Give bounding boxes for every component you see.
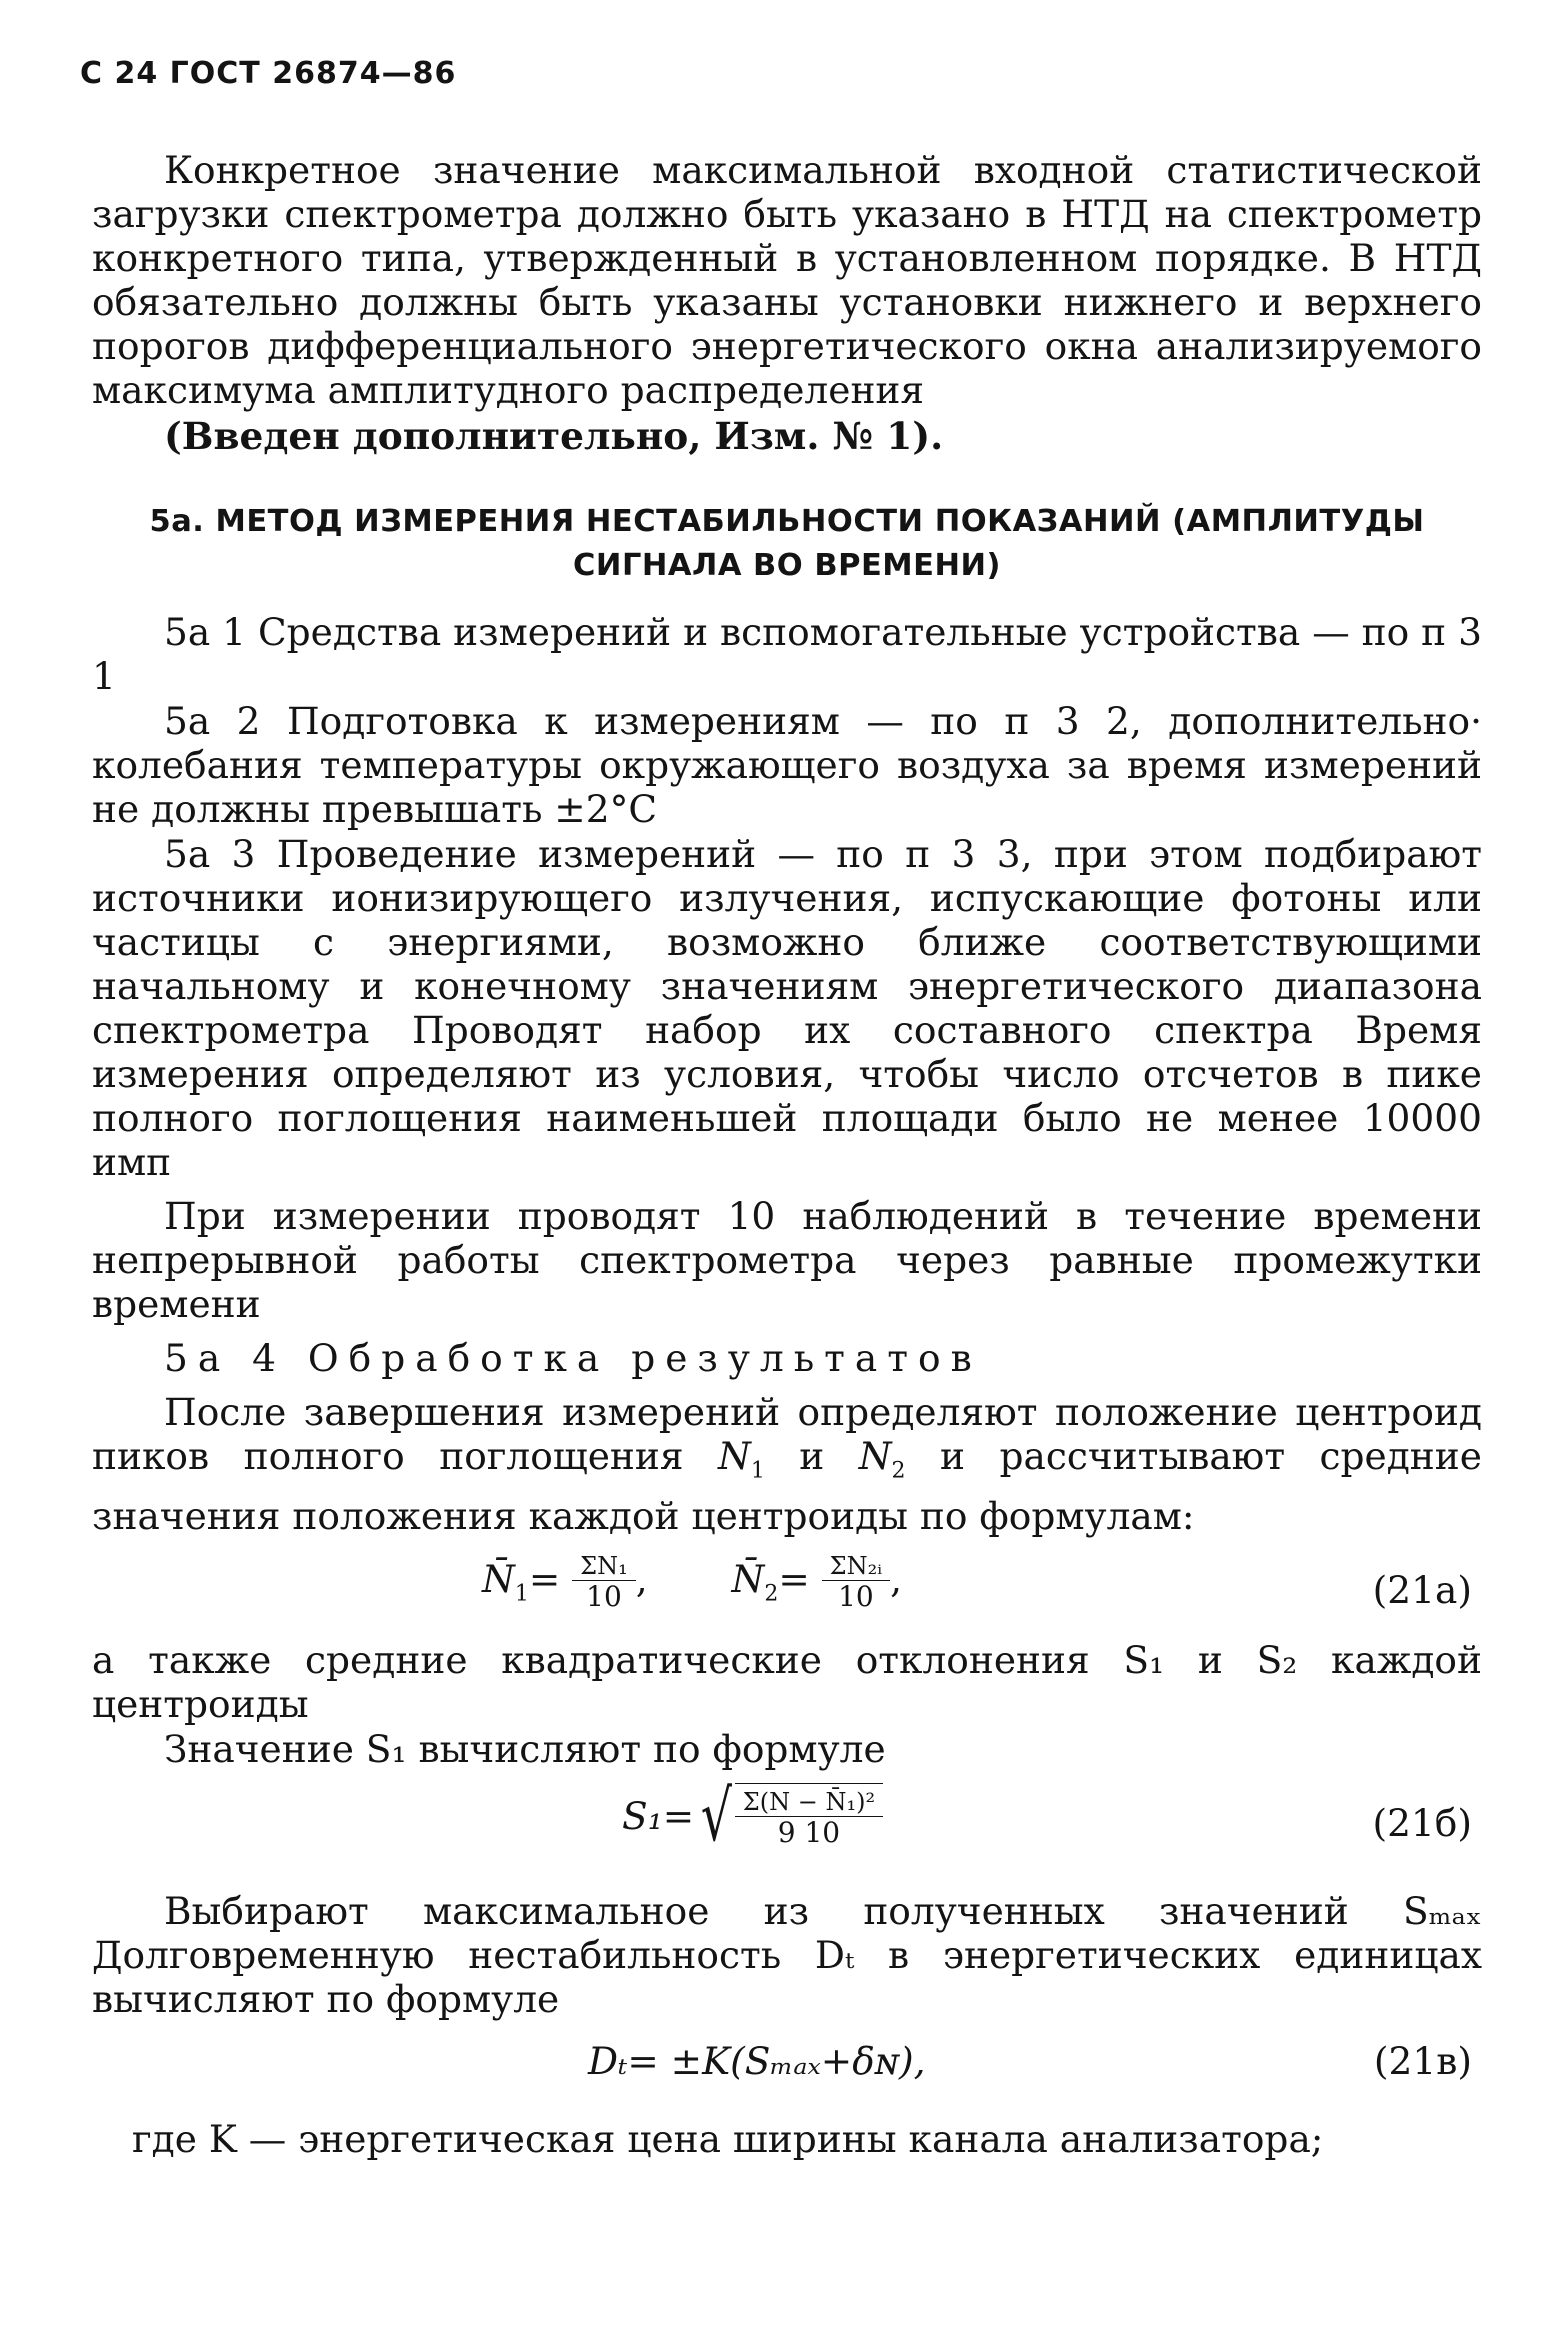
clause-smax: Выбирают максимальное из полученных значений Sₘₐₓ Долговременную нестабильность Dₜ в энергетических единицах вычисляют по формуле — [92, 1888, 1482, 2021]
symbol-n1-sub: 1 — [750, 1458, 765, 1484]
eq21b-number: (21б) — [1372, 1800, 1472, 1845]
clause-observations: При измерении проводят 10 наблюдений в течение времени непрерывной работы спектрометра через равные промежутки времени — [92, 1194, 1482, 1326]
eq21a-num2: ΣN₂ᵢ — [822, 1552, 890, 1581]
clause-5a4-heading-text: 5а 4 Обработка результатов — [164, 1336, 982, 1380]
eq21b-den: 9 10 — [777, 1815, 841, 1849]
eq21b-fraction — [735, 1783, 883, 1849]
eq21a-den1: 10 — [586, 1579, 622, 1613]
clause-5a3: 5а 3 Проведение измерений — по п 3 3, при этом подбирают источники ионизирующего излучения, испускающие фотоны или частицы с энергиями, возможно ближе соответствующими начальному и конечному значениям энергетического диапазона спектрометра Проводят набор их составного спектра Время измерения определяют из условия, чтобы число отсчетов в пике полного поглощения наименьшей площади было не менее 10000 имп — [92, 832, 1482, 1184]
centroid-text-a: После завершения измерений определяют положение центроид пиков полного поглощения — [92, 1390, 1482, 1478]
section-title-line-1: 5а. МЕТОД ИЗМЕРЕНИЯ НЕСТАБИЛЬНОСТИ ПОКАЗАНИЙ (АМПЛИТУДЫ — [149, 504, 1425, 539]
intro-paragraph: Конкретное значение максимальной входной статистической загрузки спектрометра должно быть указано в НТД на спектрометр конкретного типа, утвержденный в установленном порядке. В НТД обязательно должны быть указаны установки нижнего и верхнего порогов дифференциального энергетического окна анализируемого максимума амплитудного распределения — [92, 148, 1482, 412]
eq21c-number: (21в) — [1373, 2038, 1472, 2083]
symbol-n1: N — [718, 1434, 751, 1478]
clause-5a4-heading — [92, 1336, 1482, 1380]
eq21a-fraction-2 — [822, 1552, 890, 1613]
eq21a-lhs2: N̄ — [731, 1556, 765, 1601]
eq21a-den2: 10 — [838, 1579, 874, 1613]
equation-21a-body: $N̄_1=$ $\frac{\text{ΣN₁}}{10}$ , $N̄_2=$ $\frac{\text{ΣN₂ᵢ}}{10}$ , — [482, 1551, 903, 1613]
centroid-text-b: и рассчитывают средние значения положения каждой центроиды по формулам: — [92, 1434, 1482, 1538]
eq21a-number: (21а) — [1372, 1567, 1472, 1612]
centroid-text-and: и — [764, 1434, 859, 1478]
symbol-n2-sub: 2 — [891, 1458, 906, 1484]
document-body — [92, 148, 1482, 2162]
clause-centroid — [92, 1390, 1482, 1538]
eq21a-lhs2-sub: 2 — [764, 1581, 779, 1606]
equation-21a — [92, 1542, 1482, 1630]
clause-deviations: а также средние квадратические отклонения S₁ и S₂ каждой центроиды — [92, 1637, 1482, 1726]
clause-5a1: 5а 1 Средства измерений и вспомогательные устройства — по п 3 1 — [92, 610, 1482, 698]
eq21c-expression: Dₜ= ±K(Sₘₐₓ+δɴ), — [588, 2038, 926, 2083]
eq21b-sqrt — [694, 1774, 883, 1857]
equation-21b — [92, 1775, 1482, 1875]
amendment-note: (Введен дополнительно, Изм. № 1). — [164, 414, 944, 458]
page-header: С 24 ГОСТ 26874—86 — [80, 56, 457, 91]
eq21a-fraction-1 — [572, 1552, 636, 1613]
eq21b-lhs: S₁= — [622, 1793, 695, 1838]
equation-21c — [92, 2025, 1482, 2099]
equation-21b-body — [622, 1774, 883, 1857]
clause-5a2: 5а 2 Подготовка к измерениям — по п 3 2, дополнительно· колебания температуры окружающего воздуха за время измерений не должны превышать ±2°С — [92, 699, 1482, 831]
clause-s1-formula-intro: Значение S₁ вычисляют по формуле — [164, 1726, 886, 1771]
sqrt-sign-icon: √ — [700, 1774, 733, 1857]
symbol-n2: N — [858, 1434, 892, 1478]
clause-where-k: где K — энергетическая цена ширины канала анализатора; — [132, 2116, 1324, 2161]
section-title — [92, 500, 1482, 588]
eq21a-lhs1-sub: 1 — [514, 1581, 529, 1606]
eq21a-num1: ΣN₁ — [572, 1552, 636, 1581]
eq21a-lhs1: N̄ — [482, 1556, 515, 1601]
section-title-line-2: СИГНАЛА ВО ВРЕМЕНИ) — [573, 548, 1001, 583]
eq21b-num: Σ(N − N̄₁)² — [735, 1788, 883, 1817]
